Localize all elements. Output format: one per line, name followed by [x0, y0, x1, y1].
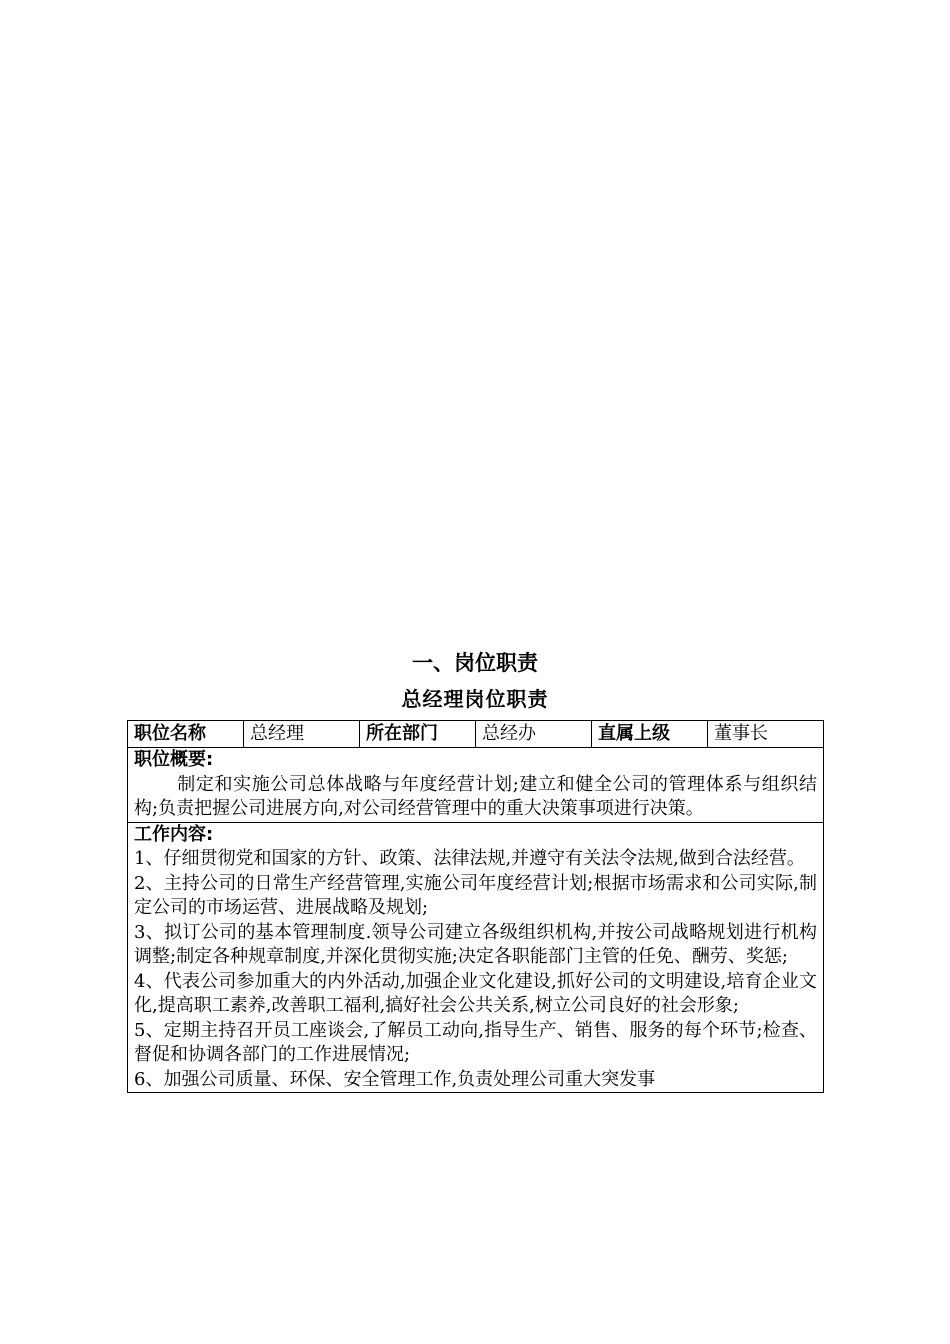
- duties-label: 工作内容:: [134, 823, 214, 845]
- department-label: 所在部门: [360, 721, 476, 748]
- duty-item: 5、定期主持召开员工座谈会,了解员工动向,指导生产、销售、服务的每个环节;检查、督促和协调各部门的工作进展情况;: [134, 1019, 817, 1065]
- job-duty-table: [127, 720, 824, 1093]
- summary-row: [128, 748, 824, 823]
- supervisor-value: 董事长: [708, 721, 824, 748]
- supervisor-label: 直属上级: [592, 721, 708, 748]
- duties-row: [128, 822, 824, 1093]
- position-name-label: 职位名称: [128, 721, 244, 748]
- position-name-value: 总经理: [244, 721, 360, 748]
- summary-label: 职位概要:: [134, 749, 214, 770]
- duties-cell: [128, 822, 824, 1093]
- header-row: [128, 721, 824, 748]
- department-value: 总经办: [476, 721, 592, 748]
- duty-item: 6、加强公司质量、环保、安全管理工作,负责处理公司重大突发事: [134, 1068, 656, 1090]
- duty-item: 1、仔细贯彻党和国家的方针、政策、法律法规,并遵守有关法令法规,做到合法经营。: [134, 848, 805, 869]
- document-title: 总经理岗位职责: [401, 687, 549, 711]
- summary-text: 制定和实施公司总体战略与年度经营计划;建立和健全公司的管理体系与组织结构;负责把握公司进展方向,对公司经营管理中的重大决策事项进行决策。: [134, 773, 817, 819]
- summary-cell: [128, 748, 824, 823]
- duty-item: 4、代表公司参加重大的内外活动,加强企业文化建设,抓好公司的文明建设,培育企业文化,提高职工素养,改善职工福利,搞好社会公共关系,树立公司良好的社会形象;: [134, 970, 817, 1016]
- duty-item: 2、主持公司的日常生产经营管理,实施公司年度经营计划;根据市场需求和公司实际,制定公司的市场运营、进展战略及规划;: [134, 872, 817, 918]
- duty-item: 3、拟订公司的基本管理制度.领导公司建立各级组织机构,并按公司战略规划进行机构调整;制定各种规章制度,并深化贯彻实施;决定各职能部门主管的任免、酬劳、奖惩;: [134, 921, 817, 967]
- section-title: 一、岗位职责: [412, 651, 538, 675]
